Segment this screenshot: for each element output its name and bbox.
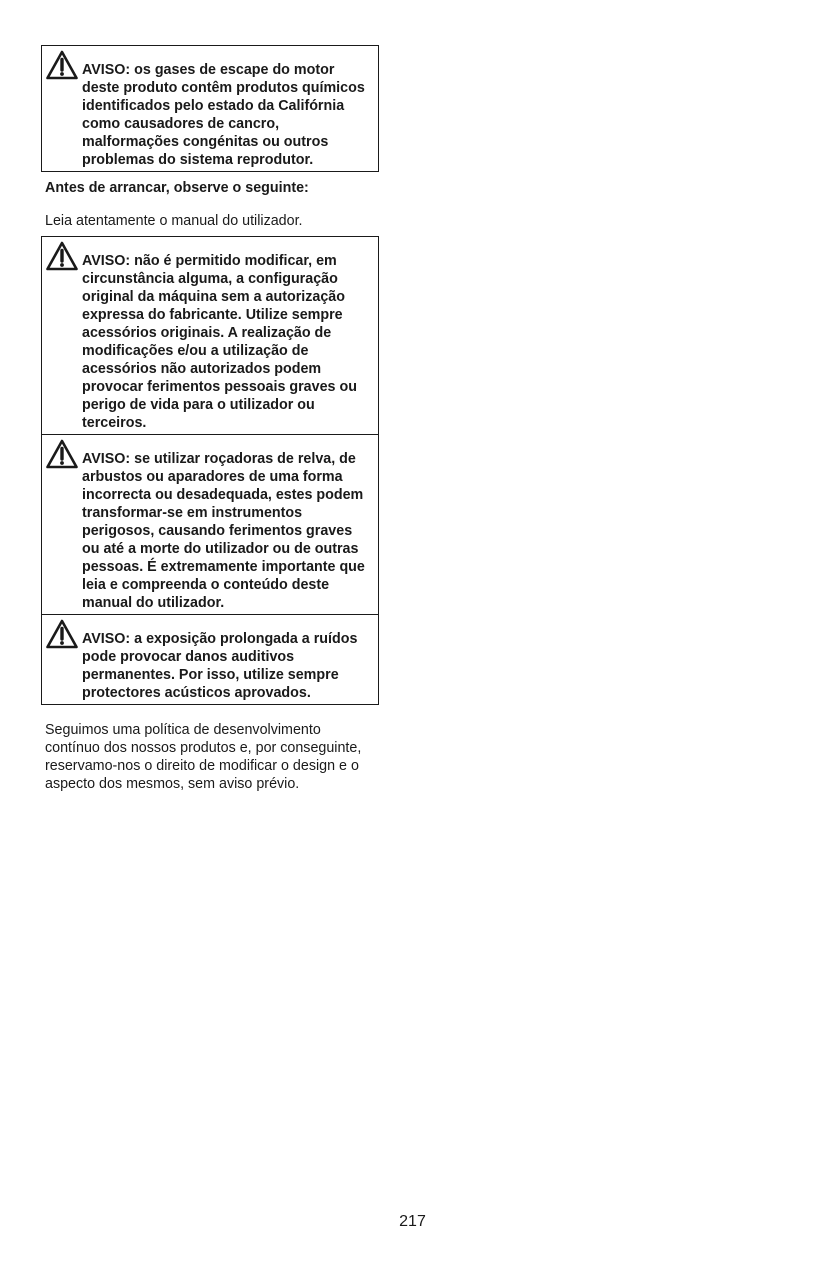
warning-box-modification bbox=[41, 236, 379, 435]
warning-box-improper-use bbox=[41, 435, 379, 615]
content-column bbox=[41, 45, 379, 793]
warning-text: AVISO: a exposição prolongada a ruídos pode provocar danos auditivos permanentes. Por isso, utilize sempre protectores acústicos aprovados. bbox=[82, 631, 358, 701]
warning-text: AVISO: os gases de escape do motor deste produto contêm produtos químicos identificados pelo estado da Califórnia como causadores de cancro, malformações congénitas ou outros problemas do sistema reprodutor. bbox=[82, 62, 365, 168]
warning-triangle-icon bbox=[46, 439, 78, 469]
policy-text: Seguimos uma política de desenvolvimento contínuo dos nossos produtos e, por conseguinte, reservamo-nos o direito de modificar o design e o aspecto dos mesmos, sem aviso prévio. bbox=[45, 722, 362, 792]
warning-triangle-icon bbox=[46, 619, 78, 649]
warning-text: AVISO: se utilizar roçadoras de relva, de arbustos ou aparadores de uma forma incorrecta ou desadequada, estes podem transformar-se em instrumentos perigosos, causando ferimentos graves ou até a morte do utilizador ou de outras pessoas. É extremamente importante que leia e compreenda o conteúdo deste manual do utilizador. bbox=[82, 451, 365, 611]
warning-triangle-icon bbox=[46, 241, 78, 271]
warning-triangle-icon bbox=[46, 50, 78, 80]
page-number: 217 bbox=[399, 1213, 426, 1230]
read-manual-text: Leia atentamente o manual do utilizador. bbox=[45, 213, 303, 229]
warning-text: AVISO: não é permitido modificar, em circunstância alguma, a configuração original da máquina sem a autorização expressa do fabricante. Utilize sempre acessórios originais. A realização de modificações e/ou a utilização de acessórios não autorizados podem provocar ferimentos pessoais graves ou perigo de vida para o utilizador ou terceiros. bbox=[82, 253, 357, 431]
warning-box-exhaust bbox=[41, 45, 379, 172]
section-heading: Antes de arrancar, observe o seguinte: bbox=[45, 180, 309, 196]
warning-box-noise bbox=[41, 615, 379, 705]
